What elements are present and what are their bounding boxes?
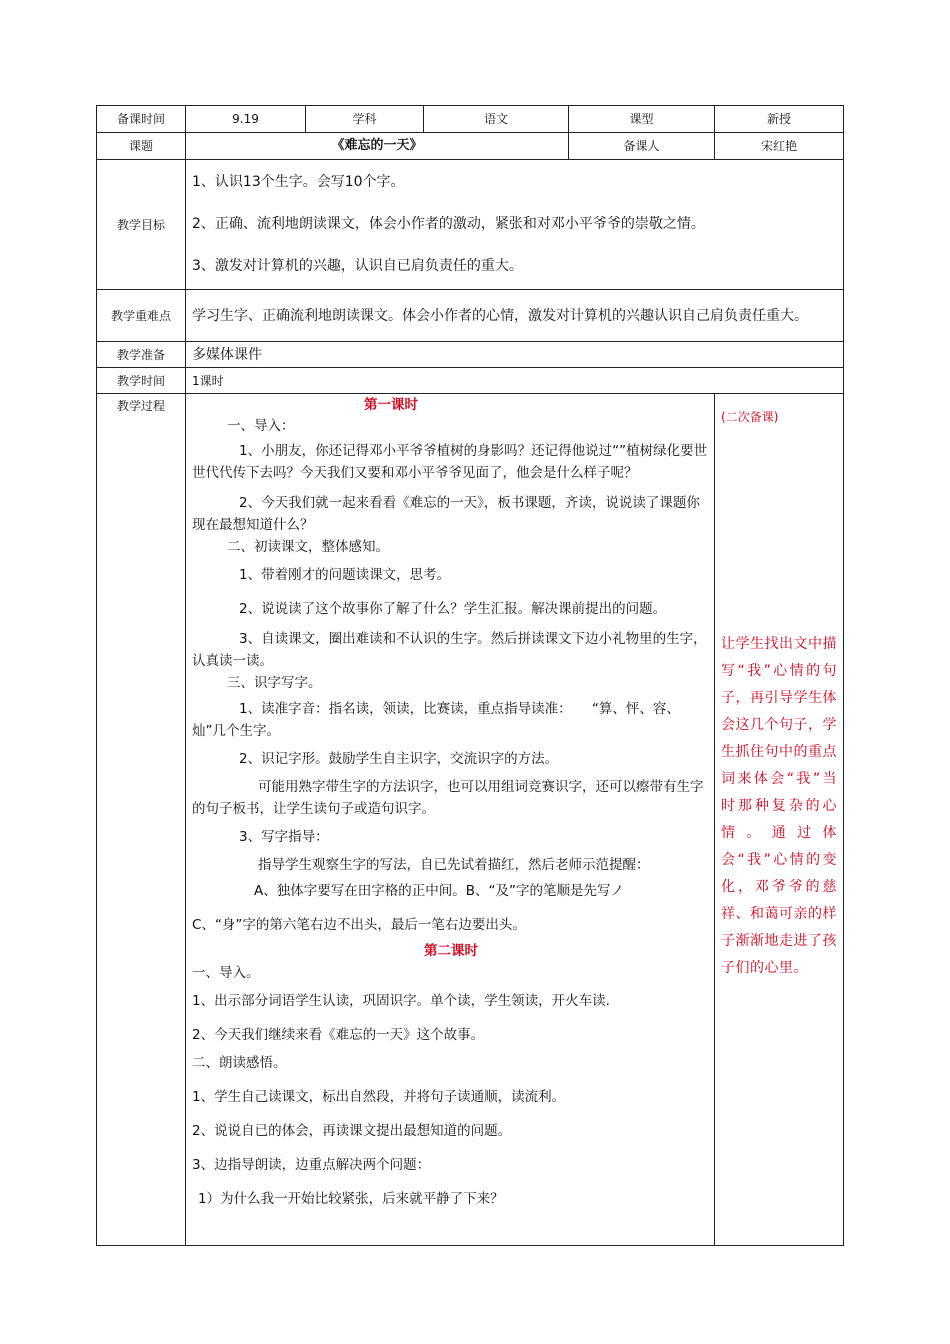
subject-label: 学科	[306, 106, 424, 133]
process-line: 2、识记字形。鼓励学生自主识字，交流识字的方法。	[239, 751, 559, 767]
lesson1-title: 第一课时	[364, 397, 419, 413]
prep-time-value: 9.19	[186, 106, 306, 133]
lesson2-title: 第二课时	[424, 943, 479, 959]
topic-row	[97, 133, 844, 160]
topic-label: 课题	[97, 133, 186, 160]
process-line: 一、导入。	[192, 965, 260, 981]
goals-row	[97, 160, 844, 290]
process-line: 2、说说自已的体会，再读课文提出最想知道的问题。	[192, 1123, 512, 1139]
topic-value: 《难忘的一天》	[186, 133, 569, 160]
goal-item: 3、激发对计算机的兴趣，认识自已肩负责任的重大。	[192, 257, 523, 274]
process-line: 三、识字写字。	[227, 675, 322, 691]
duration-value: 1课时	[186, 368, 844, 394]
process-content	[186, 394, 715, 1246]
goals-label: 教学目标	[97, 160, 186, 290]
process-row	[97, 394, 844, 1246]
preparation-value: 多媒体课件	[186, 342, 844, 368]
process-line: 2、说说读了这个故事你了解了什么？学生汇报。解决课前提出的问题。	[239, 601, 667, 617]
second-prep-column	[715, 394, 844, 1246]
second-prep-note: 让学生找出文中描写“我”心情的句子，再引导学生体会这几个句子，学生抓住句中的重点词来体会“我”当时那种复杂的心情。通过体会“我”心情的变化，邓爷爷的慈祥、和蔼可亲的样子渐渐地走进了孩子们的心里。	[721, 636, 838, 976]
process-line: 1）为什么我一开始比较紧张，后来就平静了下来？	[198, 1191, 504, 1207]
teacher-value: 宋红艳	[715, 133, 844, 160]
process-line: 3、自读课文，圈出难读和不认识的生字。然后拼读课文下边小礼物里的生字，认真读一读。	[192, 631, 707, 669]
process-line: 可能用熟字带生字的方法识字，也可以用组词竞赛识字，还可以瘵带有生字的句子板书，让学生读句子或造句识字。	[192, 779, 704, 817]
process-line: 指导学生观察生字的写法，自已先试着描红，然后老师示范提醒：	[258, 857, 650, 873]
process-line: 1、学生自己读课文，标出自然段，并将句子读通顺，读流利。	[192, 1089, 566, 1105]
process-line: 二、朗读感悟。	[192, 1055, 287, 1071]
process-line: A、独体字要写在田字格的正中间。B、“及”字的笔顺是先写ノ	[254, 883, 624, 899]
process-line: 2、今天我们继续来看《难忘的一天》这个故事。	[192, 1027, 485, 1043]
process-line: 1、小朋友，你还记得邓小平爷爷植树的身影吗？还记得他说过“”植树绿化要世世代代传下去吗？今天我们又要和邓小平爷爷见面了，他会是什么样子呢？	[192, 443, 708, 481]
goal-item: 2、正确、流利地朗读课文，体会小作者的激动，紧张和对邓小平爷爷的崇敬之情。	[192, 215, 705, 232]
preparation-label: 教学准备	[97, 342, 186, 368]
key-points-label: 教学重难点	[97, 290, 186, 342]
lesson-type-label: 课型	[569, 106, 715, 133]
duration-label: 教学时间	[97, 368, 186, 394]
goal-item: 1、认识13个生字。会写10个字。	[192, 173, 405, 190]
process-line: 2、今天我们就一起来看看《难忘的一天》，板书课题，齐读，说说读了课题你现在最想知道什么？	[192, 495, 700, 533]
process-line: 二、初读课文，整体感知。	[227, 539, 389, 555]
duration-row	[97, 368, 844, 394]
key-points-value: 学习生字、正确流利地朗读课文。体会小作者的心情，激发对计算机的兴趣认识自己肩负责任重大。	[186, 290, 844, 342]
teacher-label: 备课人	[569, 133, 715, 160]
process-line: 1、出示部分词语学生认读，巩固识字。单个读，学生领读，开火车读.	[192, 993, 610, 1009]
process-line: 3、写字指导：	[239, 829, 329, 845]
process-line: C、“身”字的第六笔右边不出头，最后一笔右边要出头。	[192, 917, 526, 933]
process-line: 一、导入：	[227, 418, 295, 434]
prep-time-label: 备课时间	[97, 106, 186, 133]
header-row	[97, 106, 844, 133]
key-points-row	[97, 290, 844, 342]
lesson-type-value: 新授	[715, 106, 844, 133]
process-line: 1、读准字音：指名读，领读，比赛读，重点指导读准： “算、怦、容、灿”几个生字。	[192, 701, 680, 739]
subject-value: 语文	[424, 106, 569, 133]
lesson-plan-table	[96, 105, 844, 1246]
second-prep-tag: (二次备课)	[721, 410, 779, 424]
process-label: 教学过程	[97, 394, 186, 1246]
process-line: 1、带着刚才的问题读课文，思考。	[239, 567, 451, 583]
preparation-row	[97, 342, 844, 368]
goals-content	[186, 160, 844, 290]
process-line: 3、边指导朗读，边重点解决两个问题：	[192, 1157, 431, 1173]
